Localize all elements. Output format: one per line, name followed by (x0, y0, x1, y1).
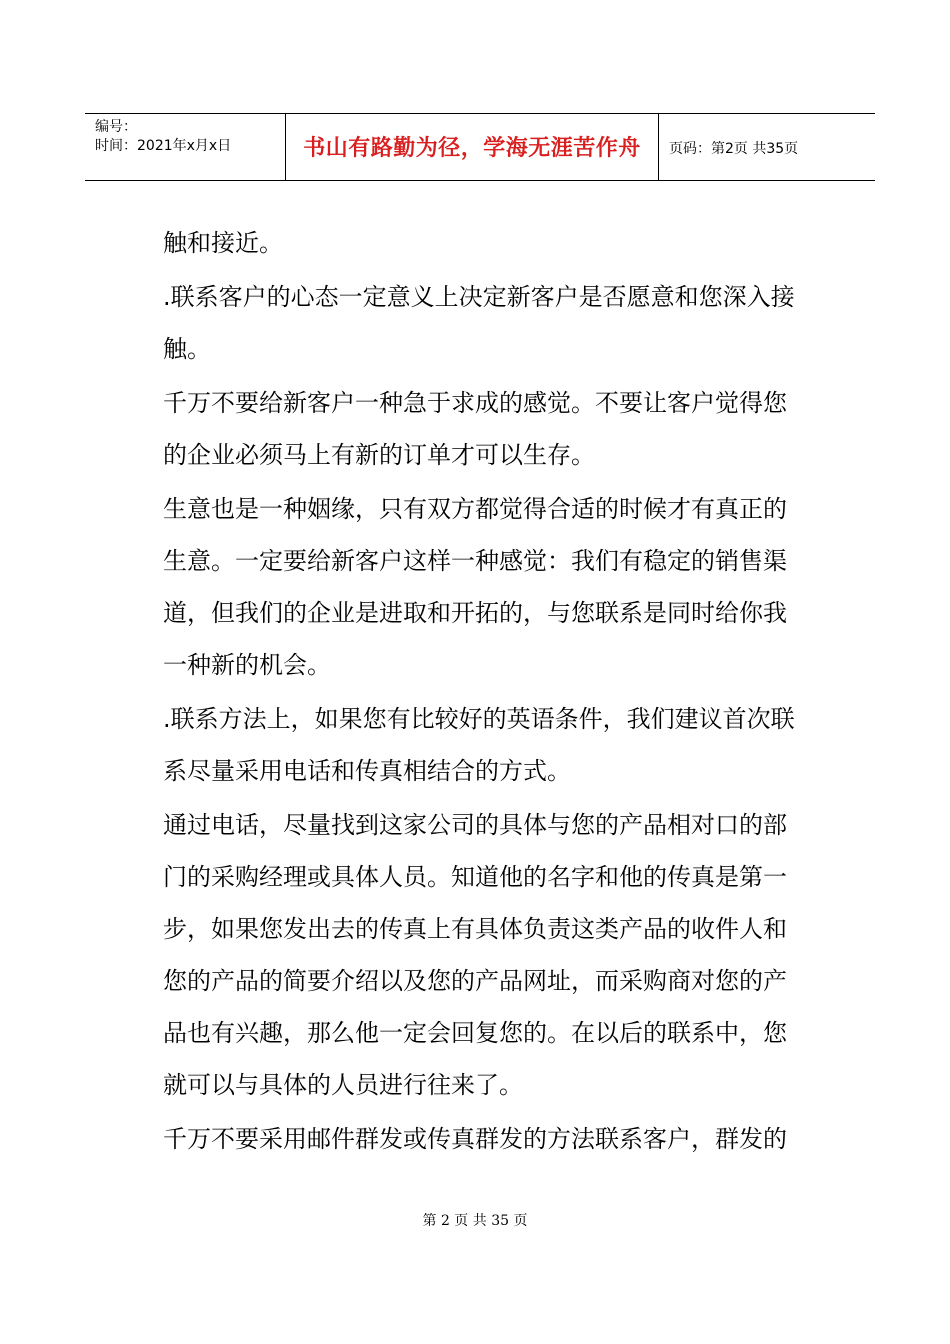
text-line: .联系客户的心态一定意义上决定新客户是否愿意和您深入接 (163, 283, 795, 311)
paragraph (163, 217, 803, 269)
text-line: 的企业必须马上有新的订单才可以生存。 (163, 441, 595, 469)
header-motto: 书山有路勤为径，学海无涯苦作舟 (303, 136, 641, 161)
paragraph (163, 693, 803, 797)
text-line: .联系方法上，如果您有比较好的英语条件，我们建议首次联 (163, 705, 795, 733)
text-line: 门的采购经理或具体人员。知道他的名字和他的传真是第一 (163, 863, 787, 891)
text-line: 生意也是一种姻缘，只有双方都觉得合适的时候才有真正的 (163, 495, 787, 523)
text-line: 您的产品的简要介绍以及您的产品网址，而采购商对您的产 (163, 967, 787, 995)
text-line: 就可以与具体的人员进行往来了。 (163, 1071, 523, 1099)
page-header (85, 113, 875, 181)
document-number-label: 编号： (95, 119, 137, 135)
page-footer: 第 2 页 共 35 页 (422, 1213, 528, 1229)
paragraph (163, 799, 803, 1111)
text-line: 触和接近。 (163, 229, 283, 257)
text-line: 系尽量采用电话和传真相结合的方式。 (163, 757, 571, 785)
document-body (163, 217, 803, 1167)
header-page-info: 页码：第2页 共35页 (669, 141, 799, 157)
text-line: 触。 (163, 335, 211, 363)
text-line: 道，但我们的企业是进取和开拓的，与您联系是同时给你我 (163, 599, 787, 627)
text-line: 品也有兴趣，那么他一定会回复您的。在以后的联系中，您 (163, 1019, 787, 1047)
text-line: 通过电话，尽量找到这家公司的具体与您的产品相对口的部 (163, 811, 787, 839)
text-line: 生意。一定要给新客户这样一种感觉：我们有稳定的销售渠 (163, 547, 787, 575)
document-date: 时间：2021年x月x日 (95, 138, 232, 154)
text-line: 一种新的机会。 (163, 651, 331, 679)
paragraph (163, 271, 803, 375)
header-meta (95, 118, 285, 156)
text-line: 千万不要采用邮件群发或传真群发的方法联系客户，群发的 (163, 1125, 787, 1153)
paragraph (163, 377, 803, 481)
text-line: 千万不要给新客户一种急于求成的感觉。不要让客户觉得您 (163, 389, 787, 417)
paragraph (163, 1113, 803, 1165)
text-line: 步，如果您发出去的传真上有具体负责这类产品的收件人和 (163, 915, 787, 943)
paragraph (163, 483, 803, 691)
header-divider (658, 114, 659, 180)
